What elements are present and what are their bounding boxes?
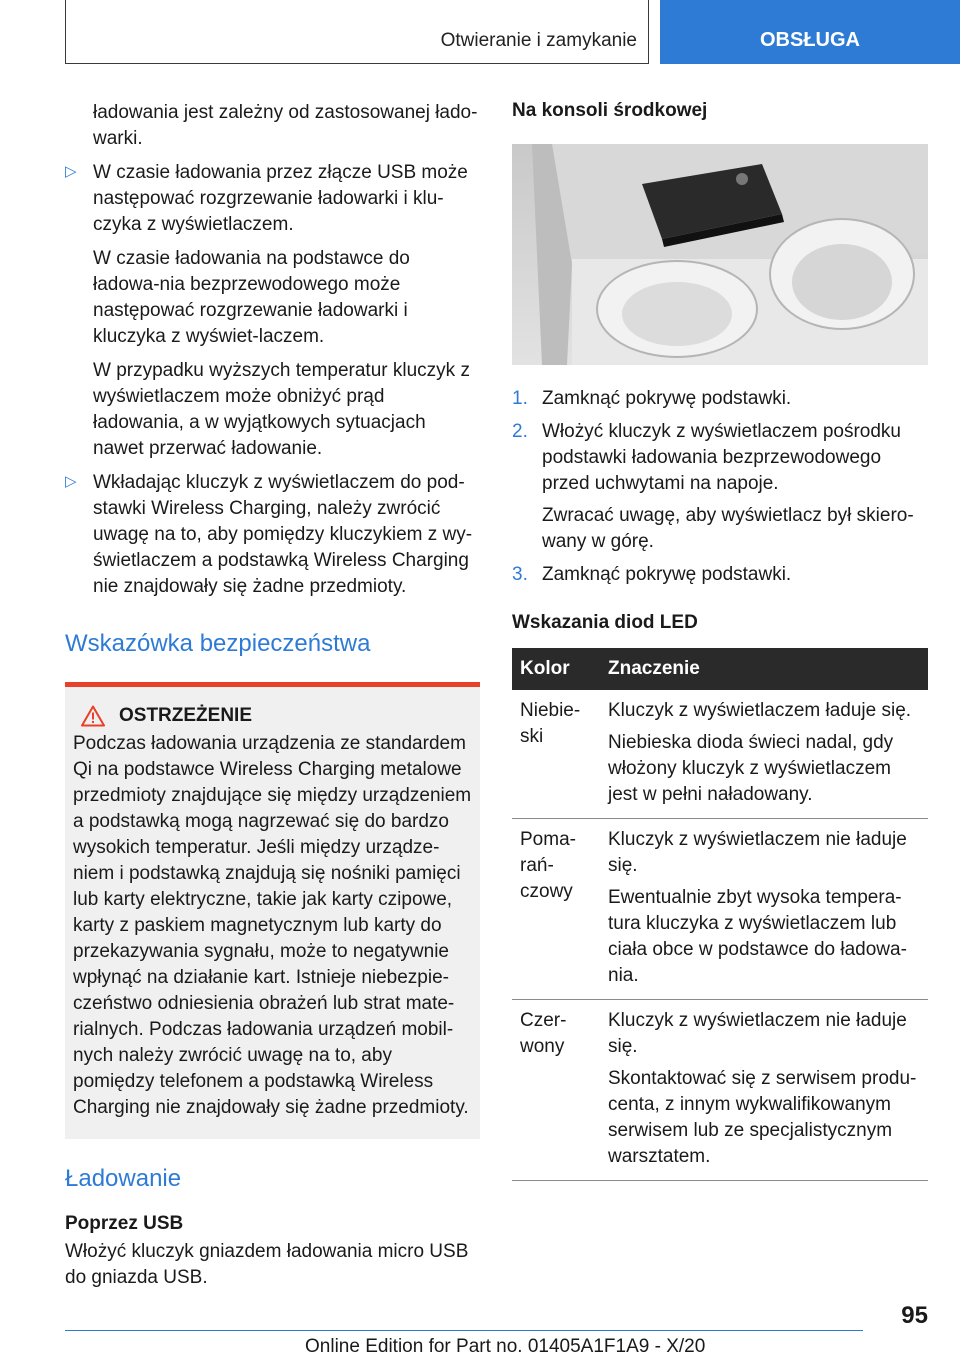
meaning-detail: Ewentualnie zbyt wysoka tempera-tura kluczyka z wyświetlaczem lub ciała obce w podstawce do ładowa-nia. [608, 887, 907, 986]
left-column [65, 100, 480, 1291]
warning-body: Podczas ładowania urządzenia ze standardem Qi na podstawce Wireless Charging metalowe przedmioty znajdujące się między urządzeniem a podstawką mogą nagrzewać się do bardzo wysokich temperatur. Jeśli między urządze-niem i podstawką znajdują się nośniki pamięci lub karty elektryczne, takie jak karty czipowe, karty z paskiem magnetycznym lub karty do przekazywania sygnału, może to negatywnie wpłynąć na działanie kart. Istnieje niebezpie-czeństwo odniesienia obrażeń lub strat mate-rialnych. Podczas ładowania urządzeń mobil-nych należy zwrócić uwagę na to, aby pomiędzy telefonem a podstawką Wireless Charging nie znajdowały się żadne przedmioty. [73, 733, 472, 1118]
table-row [512, 690, 928, 819]
bullet-text: W czasie ładowania przez złącze USB może następować rozgrzewanie ładowarki i klu-czyka z wyświetlaczem. [93, 162, 468, 235]
column-header-color: Kolor [512, 648, 600, 690]
warning-title-row [73, 705, 472, 727]
led-meaning-cell [600, 1000, 928, 1181]
header-section-title: Otwieranie i zamykanie [440, 30, 637, 51]
charging-heading: Ładowanie [65, 1165, 182, 1192]
led-color-cell: Niebie-ski [512, 690, 600, 819]
step-text: Zamknąć pokrywę podstawki. [542, 564, 792, 585]
bullet-paragraph: W czasie ładowania na podstawce do ładowa-nia bezprzewodowego może następować rozgrzewanie ładowarki i kluczyka z wyświet-laczem. [93, 248, 410, 347]
step-number: 1. [512, 388, 528, 409]
column-header-meaning: Znaczenie [600, 648, 928, 690]
usb-subheading: Poprzez USB [65, 1213, 184, 1234]
step-text: Zamknąć pokrywę podstawki. [542, 388, 792, 409]
led-meaning-cell [600, 819, 928, 1000]
bullet-text: Wkładając kluczyk z wyświetlaczem do pod-stawki Wireless Charging, należy zwrócić uwagę na to, aby pomiędzy kluczykiem z wy-świetlaczem a podstawką Wireless Charging nie znajdowały się żadne przedmioty. [93, 472, 473, 597]
meaning-main: Kluczyk z wyświetlaczem ładuje się. [608, 700, 912, 721]
step-item [512, 419, 928, 555]
warning-title: OSTRZEŻENIE [119, 705, 253, 726]
step-item [512, 386, 928, 412]
meaning-main: Kluczyk z wyświetlaczem nie ładuje się. [608, 1010, 907, 1057]
header-chapter-tab[interactable]: OBSŁUGA [660, 0, 960, 64]
usb-text: Włożyć kluczyk gniazdem ładowania micro USB do gniazda USB. [65, 1241, 469, 1288]
footer-edition: Online Edition for Part no. 01405A1F1A9 - X/20 [305, 1336, 706, 1357]
led-table [512, 648, 928, 1181]
step-number: 3. [512, 564, 528, 585]
right-column [512, 100, 928, 1181]
triangle-bullet-icon: ▷ [65, 163, 77, 180]
table-row [512, 819, 928, 1000]
warning-triangle-icon [81, 705, 105, 727]
step-note: Zwracać uwagę, aby wyświetlacz był skiero-wany w górę. [542, 505, 914, 552]
triangle-bullet-icon: ▷ [65, 473, 77, 490]
step-text: Włożyć kluczyk z wyświetlaczem pośrodku podstawki ładowania bezprzewodowego przed uchwytami na napoje. [542, 421, 901, 494]
meaning-main: Kluczyk z wyświetlaczem nie ładuje się. [608, 829, 907, 876]
step-item [512, 562, 928, 588]
warning-box [65, 682, 480, 1139]
step-number: 2. [512, 421, 528, 442]
led-color-cell: Czer-wony [512, 1000, 600, 1181]
led-meaning-cell [600, 690, 928, 819]
intro-continuation: ładowania jest zależny od zastosowanej łado-warki. [93, 102, 478, 149]
meaning-detail: Skontaktować się z serwisem produ-centa, z innym wykwalifikowanym serwisem lub ze specjalistycznym warsztatem. [608, 1068, 917, 1167]
meaning-detail: Niebieska dioda świeci nadal, gdy włożony kluczyk z wyświetlaczem jest w pełni naładowany. [608, 732, 894, 805]
table-header-row [512, 648, 928, 690]
bullet-item [65, 160, 480, 238]
page-number: 95 [901, 1302, 928, 1329]
bullet-paragraph: W przypadku wyższych temperatur kluczyk z wyświetlaczem może obniżyć prąd ładowania, a w wyjątkowych sytuacjach nawet przerwać ładowanie. [93, 360, 470, 459]
table-row [512, 1000, 928, 1181]
led-color-cell: Poma-rań-czowy [512, 819, 600, 1000]
bullet-item [65, 470, 480, 600]
safety-heading: Wskazówka bezpieczeństwa [65, 630, 371, 657]
steps-list [512, 386, 928, 588]
footer-divider [65, 1330, 863, 1331]
console-subheading: Na konsoli środkowej [512, 100, 708, 121]
console-charging-tray-illustration [512, 144, 928, 365]
led-subheading: Wskazania diod LED [512, 612, 698, 633]
